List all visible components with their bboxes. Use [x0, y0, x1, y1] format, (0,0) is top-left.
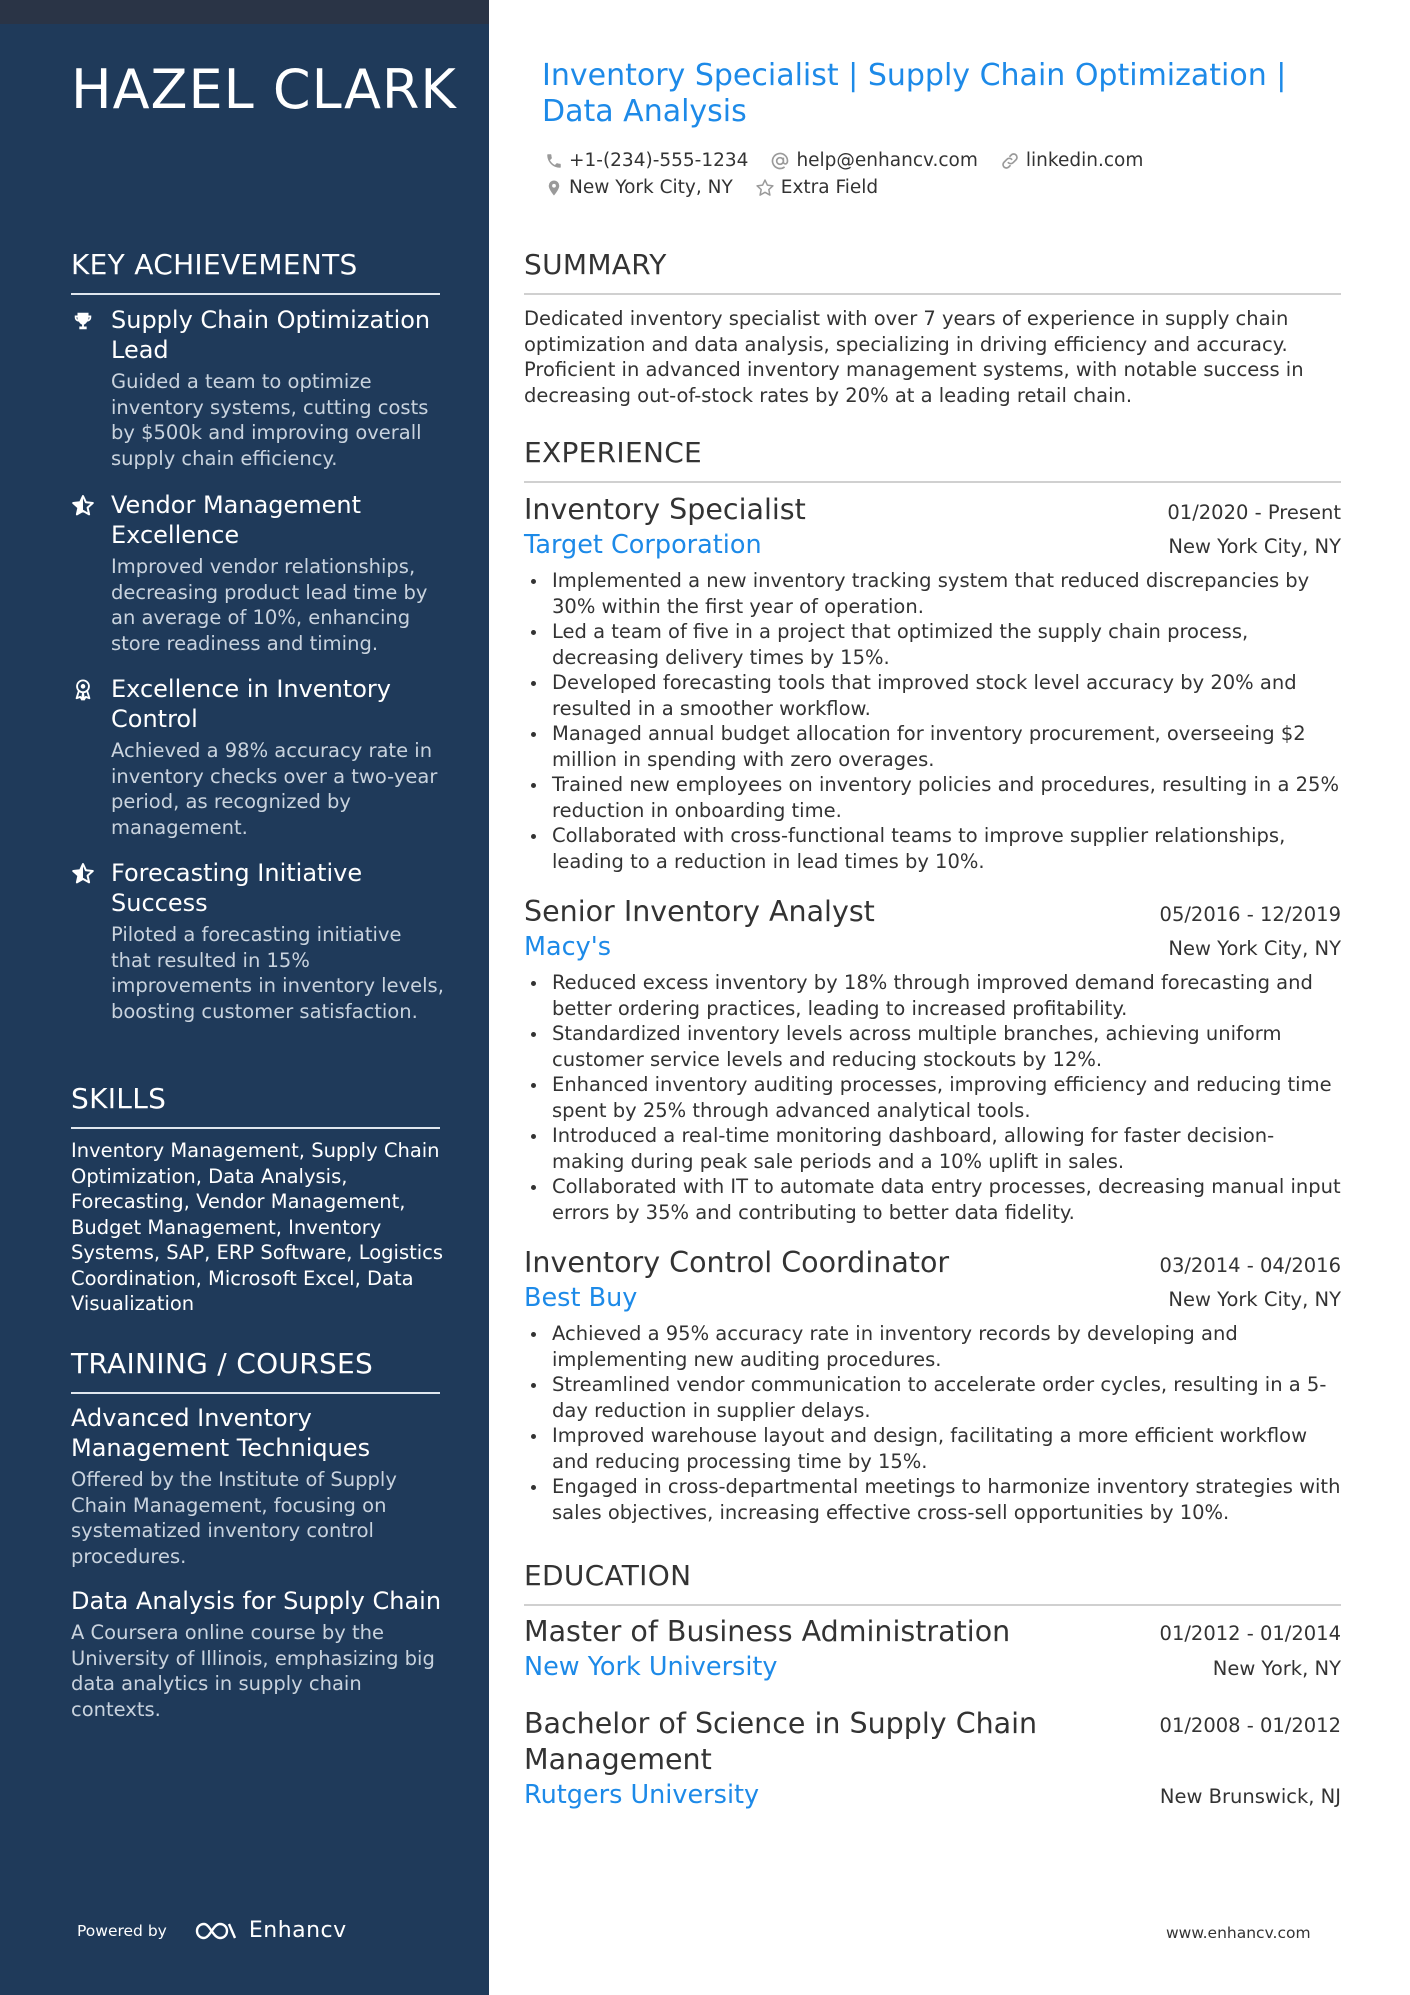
- contact-linkedin[interactable]: [1000, 150, 1143, 171]
- job-bullet: Led a team of five in a project that optimized the supply chain process, decreasing delivery times by 15%.: [524, 619, 1341, 670]
- achievement-description: Achieved a 98% accuracy rate in inventory checks over a two-year period, as recognized by management.: [111, 739, 438, 839]
- star-half-icon: [71, 494, 95, 518]
- job-bullets: [524, 970, 1341, 1225]
- course-item: [71, 1403, 446, 1569]
- job-location: New York City, NY: [1168, 535, 1341, 558]
- job-company[interactable]: Best Buy: [524, 1283, 638, 1313]
- job-bullet: Standardized inventory levels across multiple branches, achieving uniform customer service levels and reducing stockouts by 12%.: [524, 1021, 1341, 1072]
- trophy-icon: [71, 309, 95, 333]
- achievement-item: [71, 305, 446, 471]
- education-item: [524, 1614, 1341, 1684]
- job-dates: 05/2016 - 12/2019: [1159, 903, 1341, 926]
- job-bullet: Introduced a real-time monitoring dashboard, allowing for faster decision-making during peak sale periods and a 10% uplift in sales.: [524, 1123, 1341, 1174]
- award-icon: [71, 678, 95, 702]
- achievement-title: Supply Chain Optimization Lead: [111, 306, 431, 364]
- experience-item: [524, 1245, 1341, 1525]
- job-bullet: Enhanced inventory auditing processes, improving efficiency and reducing time spent by 25% through advanced analytical tools.: [524, 1072, 1341, 1123]
- contact-extra-field: [755, 177, 878, 198]
- location-pin-icon: [545, 178, 563, 198]
- job-bullet: Achieved a 95% accuracy rate in inventory records by developing and implementing new auditing procedures.: [524, 1321, 1341, 1372]
- website-link[interactable]: www.enhancv.com: [1166, 1924, 1311, 1942]
- job-bullet: Developed forecasting tools that improved stock level accuracy by 20% and resulted in a smoother workflow.: [524, 670, 1341, 721]
- enhancv-logo-icon: [193, 1919, 239, 1943]
- phone-icon: [545, 152, 563, 170]
- link-icon: [1000, 151, 1020, 171]
- experience-item: [524, 894, 1341, 1225]
- achievement-item: [71, 858, 446, 1024]
- achievement-description: Piloted a forecasting initiative that resulted in 15% improvements in inventory levels, boosting customer satisfaction.: [111, 923, 444, 1023]
- contact-phone[interactable]: [545, 150, 748, 171]
- phone-text: +1-(234)-555-1234: [569, 150, 749, 171]
- powered-by: [77, 1918, 347, 1943]
- achievement-item: [71, 674, 446, 840]
- education-school[interactable]: Rutgers University: [524, 1780, 760, 1810]
- summary-text: Dedicated inventory specialist with over 7 years of experience in supply chain optimization and data analysis, specializing in driving efficiency and accuracy. Proficient in advanced inventory management systems, with notable success in decreasing out-of-stock rates by 20% at a leading retail chain.: [524, 307, 1304, 407]
- experience-heading: EXPERIENCE: [524, 436, 1341, 483]
- job-role: Inventory Specialist: [524, 493, 806, 526]
- education-item: [524, 1706, 1341, 1812]
- location-text: New York City, NY: [569, 177, 733, 198]
- job-bullet: Reduced excess inventory by 18% through improved demand forecasting and better ordering practices, leading to increased profitability.: [524, 970, 1341, 1021]
- sidebar-top-bar: [0, 0, 489, 24]
- contact-row: [545, 150, 1143, 171]
- education-heading: EDUCATION: [524, 1559, 1341, 1606]
- course-title: Data Analysis for Supply Chain: [71, 1587, 442, 1615]
- job-dates: 03/2014 - 04/2016: [1159, 1254, 1341, 1277]
- achievement-description: Guided a team to optimize inventory systems, cutting costs by $500k and improving overall supply chain efficiency.: [111, 370, 429, 470]
- skills-list: Inventory Management, Supply Chain Optimization, Data Analysis, Forecasting, Vendor Management, Budget Management, Inventory Systems, SAP, ERP Software, Logistics Coordination, Microsoft Excel, Data Visualization: [71, 1139, 444, 1315]
- job-bullets: [524, 568, 1341, 874]
- course-title: Advanced Inventory Management Techniques: [71, 1404, 371, 1462]
- experience-item: [524, 492, 1341, 874]
- sidebar: [0, 0, 489, 1995]
- candidate-name: HAZEL CLARK: [71, 58, 457, 121]
- main-content: [489, 0, 1410, 1995]
- job-bullet: Collaborated with cross-functional teams to improve supplier relationships, leading to a reduction in lead times by 10%.: [524, 823, 1341, 874]
- contact-email[interactable]: [770, 150, 977, 171]
- achievement-description: Improved vendor relationships, decreasing product lead time by an average of 10%, enhancing store readiness and timing.: [111, 555, 428, 655]
- enhancv-logo[interactable]: [193, 1918, 347, 1943]
- job-location: New York City, NY: [1168, 937, 1341, 960]
- achievement-title: Excellence in Inventory Control: [111, 675, 391, 733]
- education-location: New York, NY: [1212, 1657, 1341, 1680]
- job-location: New York City, NY: [1168, 1288, 1341, 1311]
- training-heading: TRAINING / COURSES: [71, 1347, 440, 1394]
- star-half-icon: [71, 862, 95, 886]
- key-achievements-heading: KEY ACHIEVEMENTS: [71, 248, 440, 295]
- job-dates: 01/2020 - Present: [1167, 501, 1341, 524]
- achievement-title: Vendor Management Excellence: [111, 491, 362, 549]
- linkedin-text: linkedin.com: [1025, 150, 1144, 171]
- achievement-title: Forecasting Initiative Success: [111, 859, 363, 917]
- job-bullet: Implemented a new inventory tracking system that reduced discrepancies by 30% within the first year of operation.: [524, 568, 1341, 619]
- education-dates: 01/2008 - 01/2012: [1159, 1714, 1341, 1737]
- star-outline-icon: [755, 178, 775, 198]
- job-bullets: [524, 1321, 1341, 1525]
- education-degree: Master of Business Administration: [524, 1615, 1011, 1648]
- at-icon: [770, 151, 790, 171]
- job-bullet: Managed annual budget allocation for inventory procurement, overseeing $2 million in spending with zero overages.: [524, 721, 1341, 772]
- job-bullet: Improved warehouse layout and design, facilitating a more efficient workflow and reducing processing time by 15%.: [524, 1423, 1341, 1474]
- enhancv-brand-name: Enhancv: [248, 1918, 347, 1943]
- education-location: New Brunswick, NJ: [1159, 1785, 1341, 1808]
- education-degree: Bachelor of Science in Supply Chain Management: [524, 1707, 1038, 1776]
- job-role: Senior Inventory Analyst: [524, 895, 875, 928]
- skills-heading: SKILLS: [71, 1082, 440, 1129]
- powered-by-label: Powered by: [77, 1921, 167, 1940]
- job-bullet: Trained new employees on inventory policies and procedures, resulting in a 25% reduction in onboarding time.: [524, 772, 1341, 823]
- contact-location: [545, 177, 733, 198]
- course-description: Offered by the Institute of Supply Chain Management, focusing on systematized inventory control procedures.: [71, 1468, 397, 1568]
- job-company[interactable]: Macy's: [524, 932, 612, 962]
- job-bullet: Streamlined vendor communication to accelerate order cycles, resulting in a 5-day reduction in supplier delays.: [524, 1372, 1341, 1423]
- job-company[interactable]: Target Corporation: [524, 530, 762, 560]
- contact-row-secondary: [545, 177, 878, 198]
- headline: Inventory Specialist | Supply Chain Optimization | Data Analysis: [542, 58, 1287, 129]
- education-dates: 01/2012 - 01/2014: [1159, 1622, 1341, 1645]
- job-bullet: Engaged in cross-departmental meetings to harmonize inventory strategies with sales objectives, increasing effective cross-sell opportunities by 10%.: [524, 1474, 1341, 1525]
- course-description: A Coursera online course by the University of Illinois, emphasizing big data analytics in supply chain contexts.: [71, 1621, 435, 1721]
- achievement-item: [71, 490, 446, 656]
- education-school[interactable]: New York University: [524, 1652, 778, 1682]
- course-item: [71, 1586, 446, 1722]
- extra-field-text: Extra Field: [780, 177, 879, 198]
- email-text: help@enhancv.com: [796, 150, 978, 171]
- summary-heading: SUMMARY: [524, 248, 1341, 295]
- job-bullet: Collaborated with IT to automate data entry processes, decreasing manual input errors by 35% and contributing to better data fidelity.: [524, 1174, 1341, 1225]
- job-role: Inventory Control Coordinator: [524, 1246, 950, 1279]
